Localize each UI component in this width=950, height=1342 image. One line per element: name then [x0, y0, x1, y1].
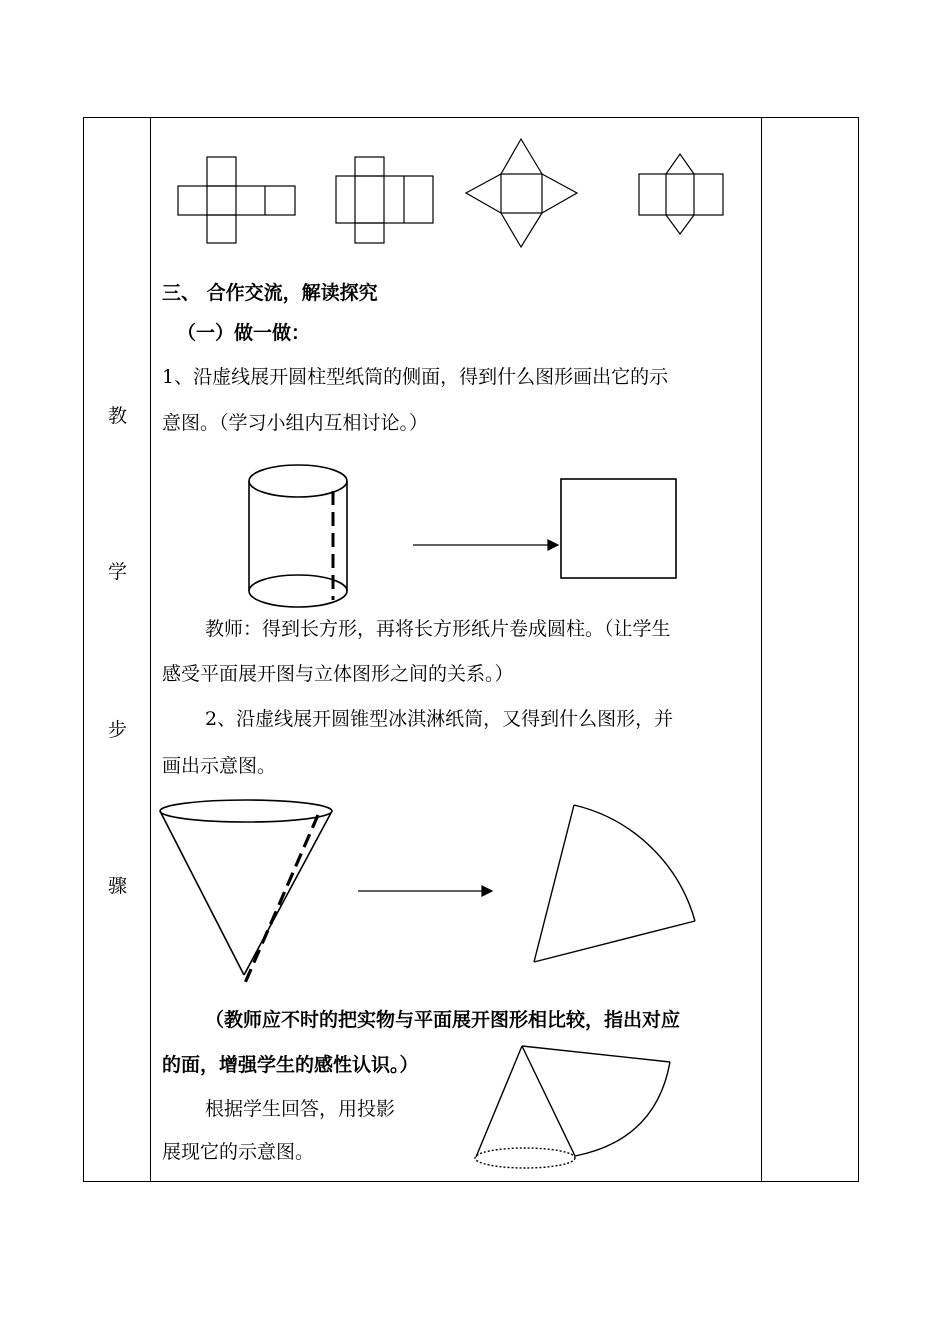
- prism-net-figure: [639, 154, 723, 234]
- side-label-char: 学: [107, 561, 127, 583]
- teacher-note-text: 感受平面展开图与立体图形之间的关系。）: [162, 663, 514, 685]
- answer-note-text: 展现它的示意图。: [162, 1141, 315, 1163]
- teacher-guidance-note: 的面，增强学生的感性认识。）: [162, 1054, 419, 1076]
- unfolded-sector-figure: [534, 805, 695, 962]
- side-label-char: 骤: [107, 875, 127, 897]
- cone-unfold-diagram-figure: [475, 1046, 670, 1168]
- teacher-guidance-note: （教师应不时的把实物与平面展开图形相比较，指出对应: [205, 1009, 681, 1031]
- cylinder-figure: [249, 465, 347, 607]
- question-1-text: 意图。（学习小组内互相讨论。）: [162, 412, 429, 434]
- question-2-text: 画出示意图。: [162, 755, 277, 777]
- cube-net-cross-figure: [178, 157, 295, 243]
- unfolded-rectangle-figure: [561, 479, 676, 578]
- box-net-figure: [336, 157, 433, 243]
- side-label-char: 教: [107, 405, 127, 427]
- question-2-text: 2、沿虚线展开圆锥型冰淇淋纸筒，又得到什么图形，并: [205, 708, 674, 730]
- answer-note-text: 根据学生回答，用投影: [205, 1098, 396, 1120]
- arrow-cylinder-to-rectangle: [413, 540, 558, 550]
- teacher-note-text: 教师：得到长方形，再将长方形纸片卷成圆柱。（让学生: [205, 618, 671, 640]
- section-title: 三、 合作交流，解读探究: [162, 282, 378, 304]
- side-label-char: 步: [107, 719, 127, 741]
- pyramid-net-figure: [466, 139, 577, 247]
- question-1-text: 1、沿虚线展开圆柱型纸筒的侧面，得到什么图形画出它的示: [162, 366, 669, 388]
- cone-figure: [160, 800, 332, 983]
- arrow-cone-to-sector: [358, 886, 492, 896]
- subsection-title: （一）做一做：: [177, 322, 311, 344]
